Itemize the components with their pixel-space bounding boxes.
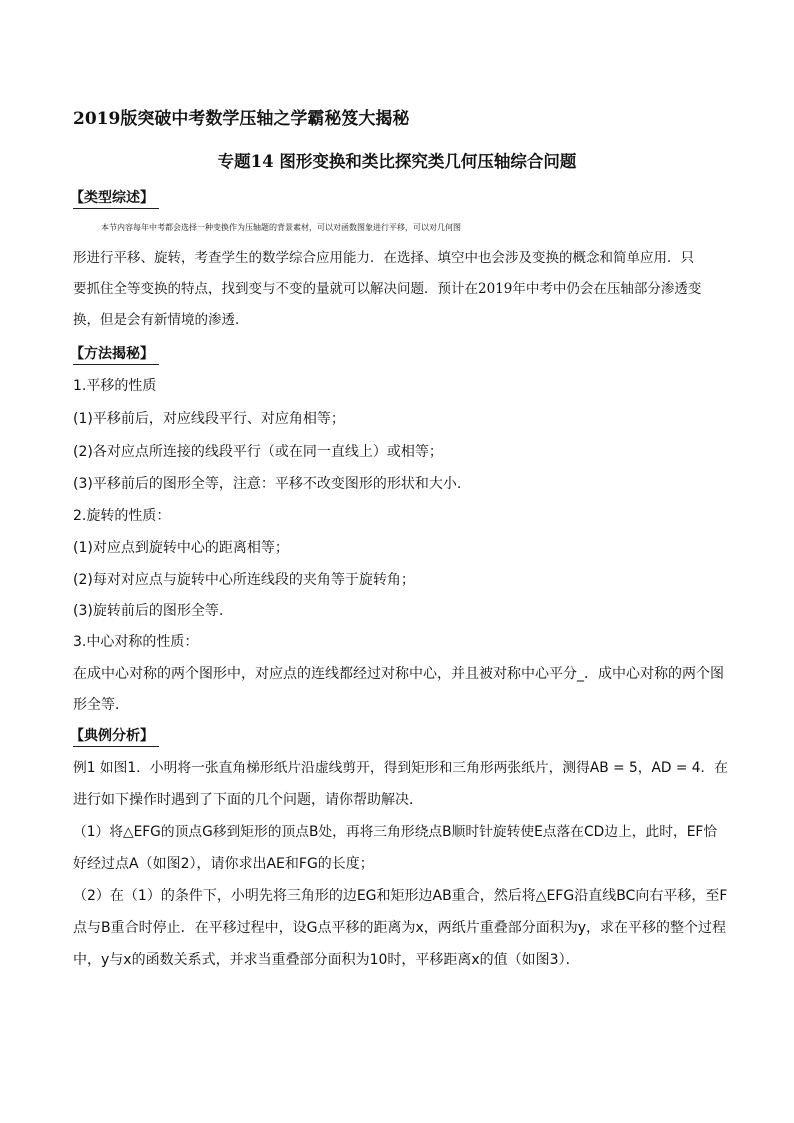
example-line: 进行如下操作时遇到了下面的几个问题，请你帮助解决． (73, 792, 423, 808)
overview-line: 形进行平移、旋转，考查学生的数学综合应用能力．在选择、填空中也会涉及变换的概念和简单应用．只 (73, 250, 694, 266)
method-line: 3.中心对称的性质： (73, 634, 199, 650)
method-line: 2.旋转的性质： (73, 508, 171, 524)
section-underline (73, 746, 159, 747)
overview-line: 换，但是会有新情境的渗透． (73, 312, 249, 328)
example-line: 例1 如图1．小明将一张直角梯形纸片沿虚线剪开，得到矩形和三角形两张纸片，测得AB = 5，AD = 4．在 (73, 760, 728, 776)
overview-line: 本节内容每年中考都会选择一种变换作为压轴题的背景素材，可以对函数图象进行平移，可以对几何图 (101, 223, 461, 232)
example-line: 好经过点A（如图2），请你求出AE和FG的长度； (73, 856, 374, 872)
section-heading-example: 【典例分析】 (70, 728, 154, 744)
section-heading-overview: 【类型综述】 (70, 190, 154, 206)
section-heading-method: 【方法揭秘】 (70, 346, 154, 362)
example-line: 点与B重合时停止．在平移过程中，设G点平移的距离为x，两纸片重叠部分面积为y，求在平移的整个过程 (73, 920, 727, 936)
method-line: 1.平移的性质 (73, 378, 157, 394)
section-underline (73, 364, 159, 365)
method-line: (3)旋转前后的图形全等. (73, 603, 224, 619)
example-line: （2）在（1）的条件下，小明先将三角形的边EG和矩形边AB重合，然后将△EFG沿直线BC向右平移，至F (73, 888, 728, 904)
sub-title: 专题14 图形变换和类比探究类几何压轴综合问题 (217, 152, 577, 171)
method-line: (1)对应点到旋转中心的距离相等； (73, 540, 289, 556)
example-line: 中，y与x的函数关系式，并求当重叠部分面积为10时，平移距离x的值（如图3）． (73, 952, 580, 968)
method-line: 在成中心对称的两个图形中，对应点的连线都经过对称中心，并且被对称中心平分_．成中心对称的两个图 (73, 666, 724, 682)
method-line: (1)平移前后，对应线段平行、对应角相等； (73, 411, 345, 427)
method-line: 形全等. (73, 697, 120, 713)
example-line: （1）将△EFG的顶点G移到矩形的顶点B处，再将三角形绕点B顺时针旋转使E点落在CD边上，此时，EF恰 (73, 824, 718, 840)
overview-line: 要抓住全等变换的特点，找到变与不变的量就可以解决问题．预计在2019年中考中仍会在压轴部分渗透变 (73, 281, 702, 297)
main-title: 2019版突破中考数学压轴之学霸秘笈大揭秘 (73, 109, 410, 129)
section-underline (73, 208, 159, 209)
method-line: (2)每对对应点与旋转中心所连线段的夹角等于旋转角； (73, 572, 415, 588)
method-line: (3)平移前后的图形全等，注意：平移不改变图形的形状和大小. (73, 476, 462, 492)
method-line: (2)各对应点所连接的线段平行（或在同一直线上）或相等； (73, 444, 443, 460)
